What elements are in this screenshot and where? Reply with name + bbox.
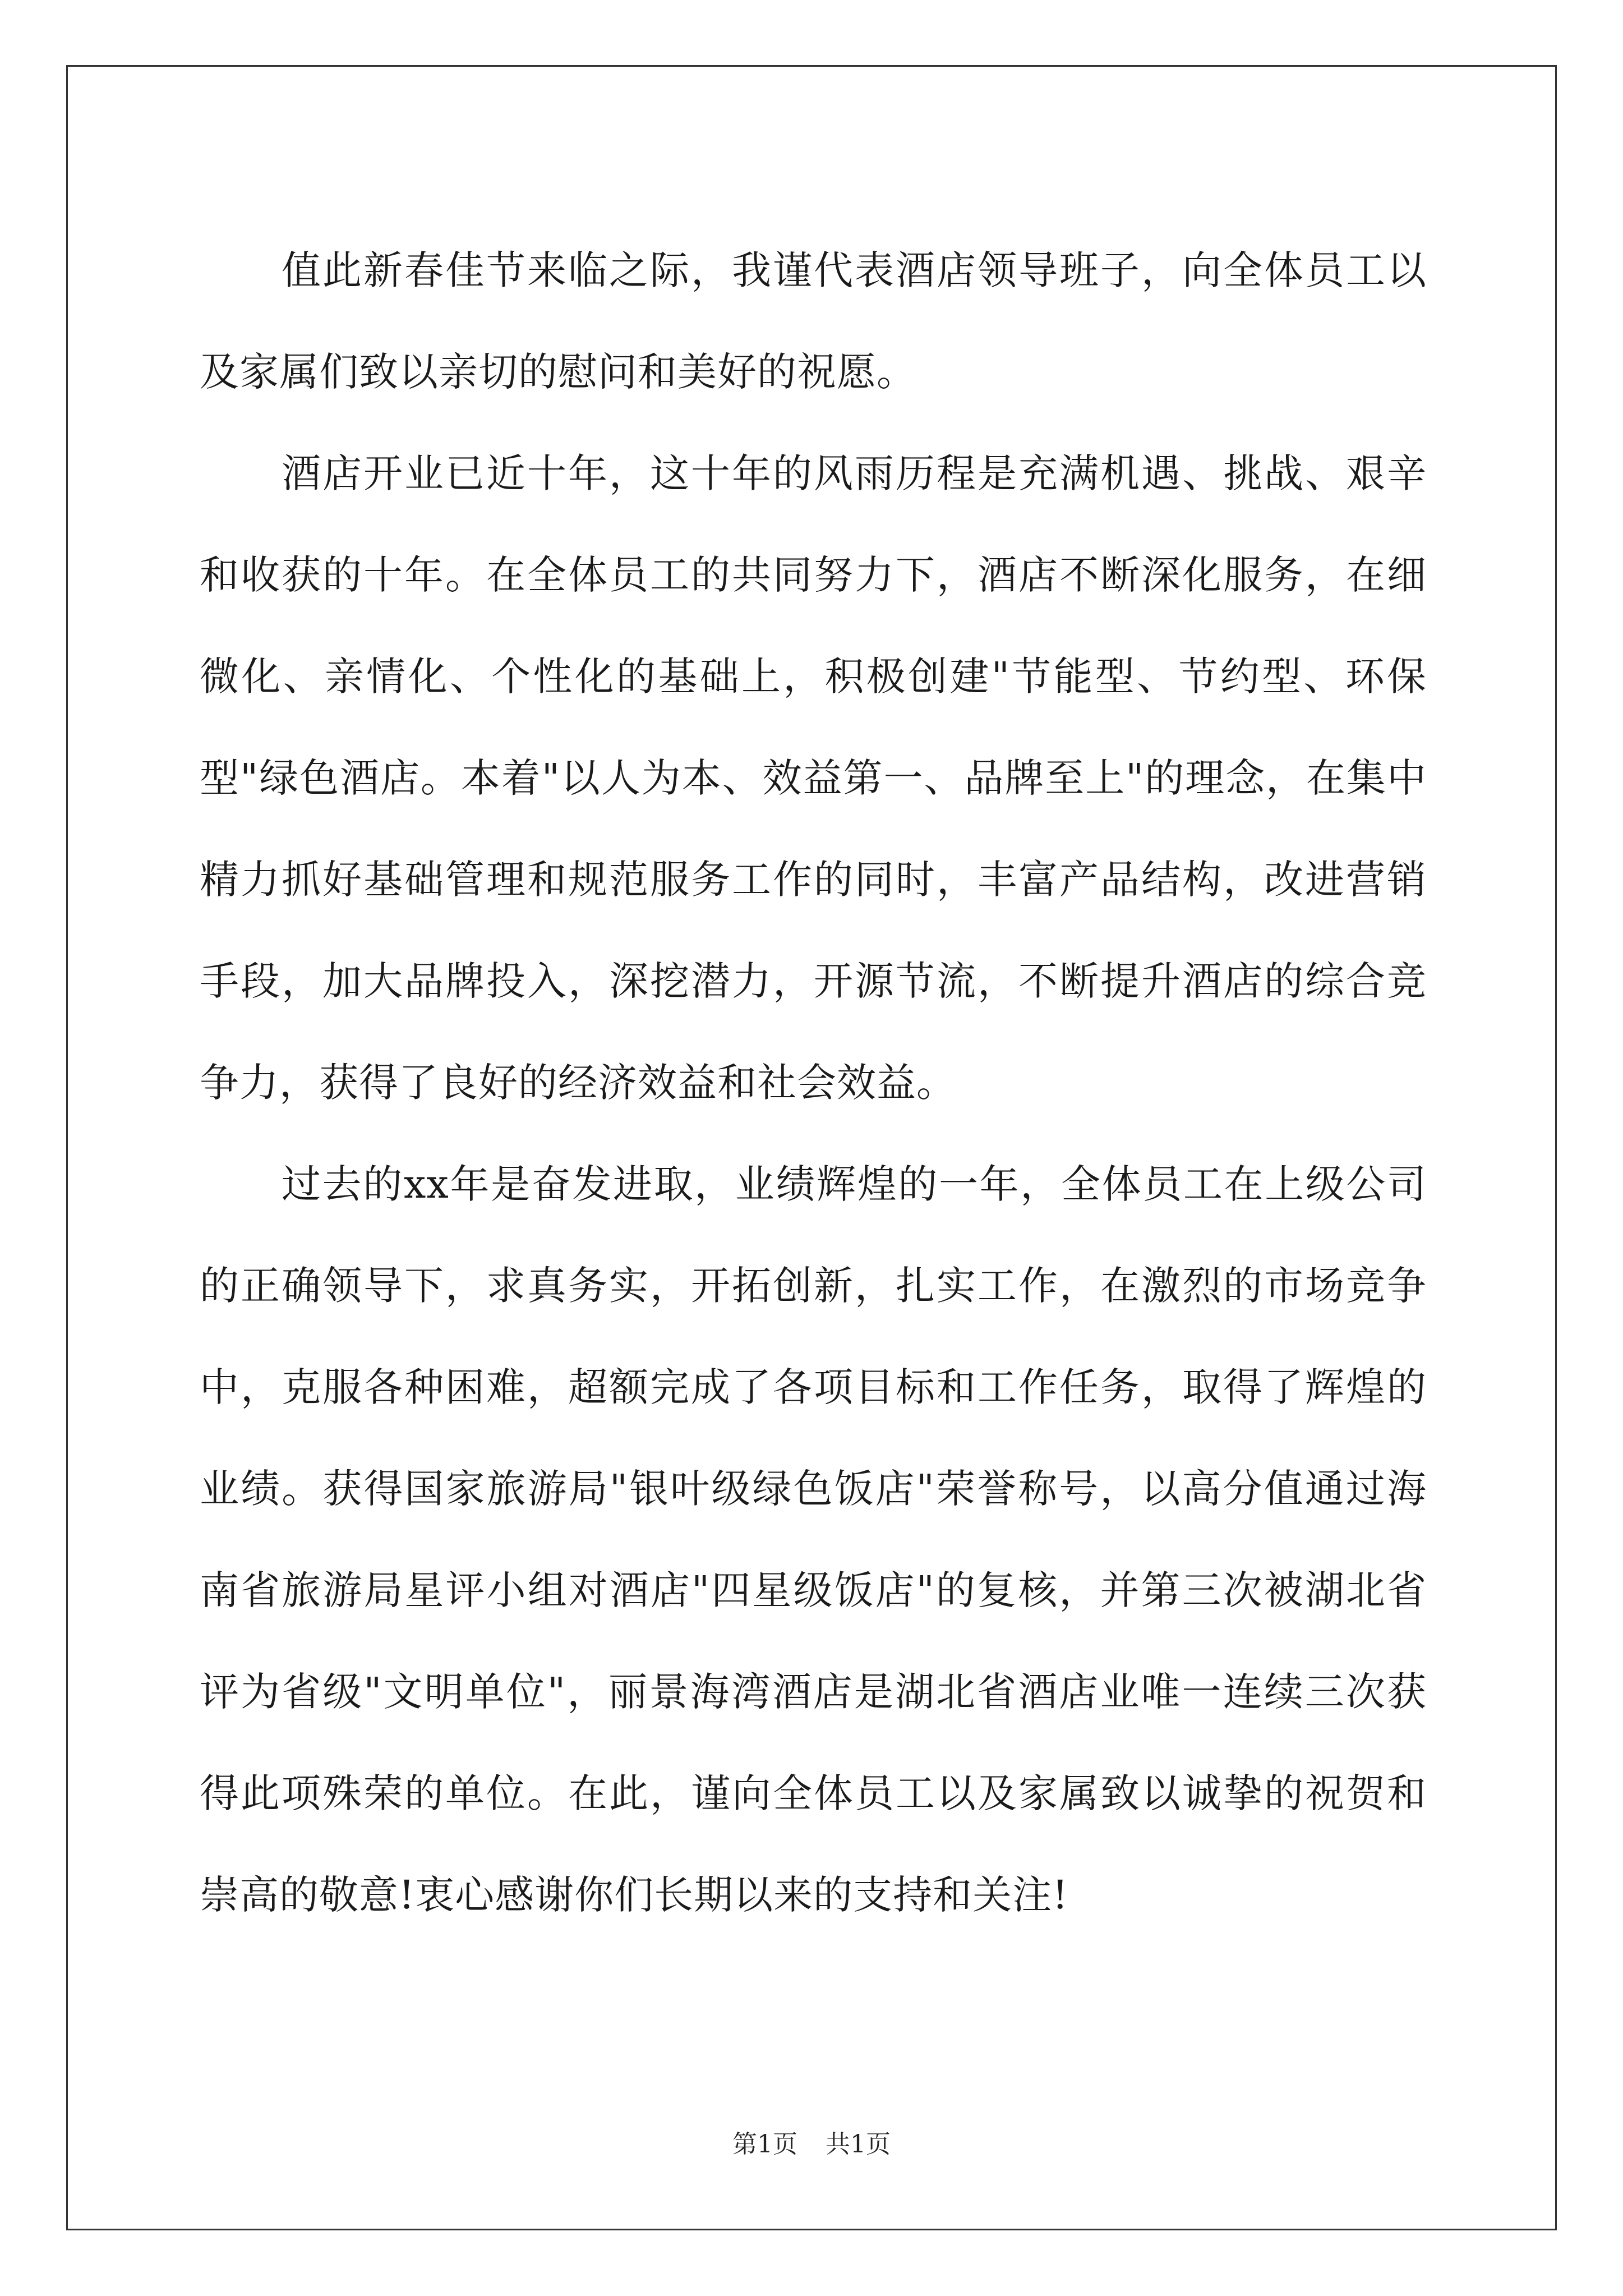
page-total: 共1页 [826, 2130, 891, 2159]
paragraph-achievements: 过去的xx年是奋发进取，业绩辉煌的一年，全体员工在上级公司的正确领导下，求真务实，开拓创新，扎实工作，在激烈的市场竞争中，克服各种困难，超额完成了各项目标和工作任务，取得了辉煌的业绩。获得国家旅游局"银叶级绿色饭店"荣誉称号，以高分值通过海南省旅游局星评小组对酒店"四星级饭店"的复核，并第三次被湖北省评为省级"文明单位"，丽景海湾酒店是湖北省酒店业唯一连续三次获得此项殊荣的单位。在此，谨向全体员工以及家属致以诚挚的祝贺和崇高的敬意!衷心感谢你们长期以来的支持和关注! [200, 1161, 1427, 1918]
page-number: 第1页 [732, 2130, 797, 2159]
paragraph-greeting: 值此新春佳节来临之际，我谨代表酒店领导班子，向全体员工以及家属们致以亲切的慰问和美好的祝愿。 [200, 247, 1427, 395]
paragraph-history: 酒店开业已近十年，这十年的风雨历程是充满机遇、挑战、艰辛和收获的十年。在全体员工的共同努力下，酒店不断深化服务，在细微化、亲情化、个性化的基础上，积极创建"节能型、节约型、环保型"绿色酒店。本着"以人为本、效益第一、品牌至上"的理念，在集中精力抓好基础管理和规范服务工作的同时，丰富产品结构，改进营销手段，加大品牌投入，深挖潜力，开源节流，不断提升酒店的综合竞争力，获得了良好的经济效益和社会效益。 [200, 450, 1427, 1106]
page-footer [0, 2124, 1623, 2160]
document-body [200, 220, 1427, 1946]
